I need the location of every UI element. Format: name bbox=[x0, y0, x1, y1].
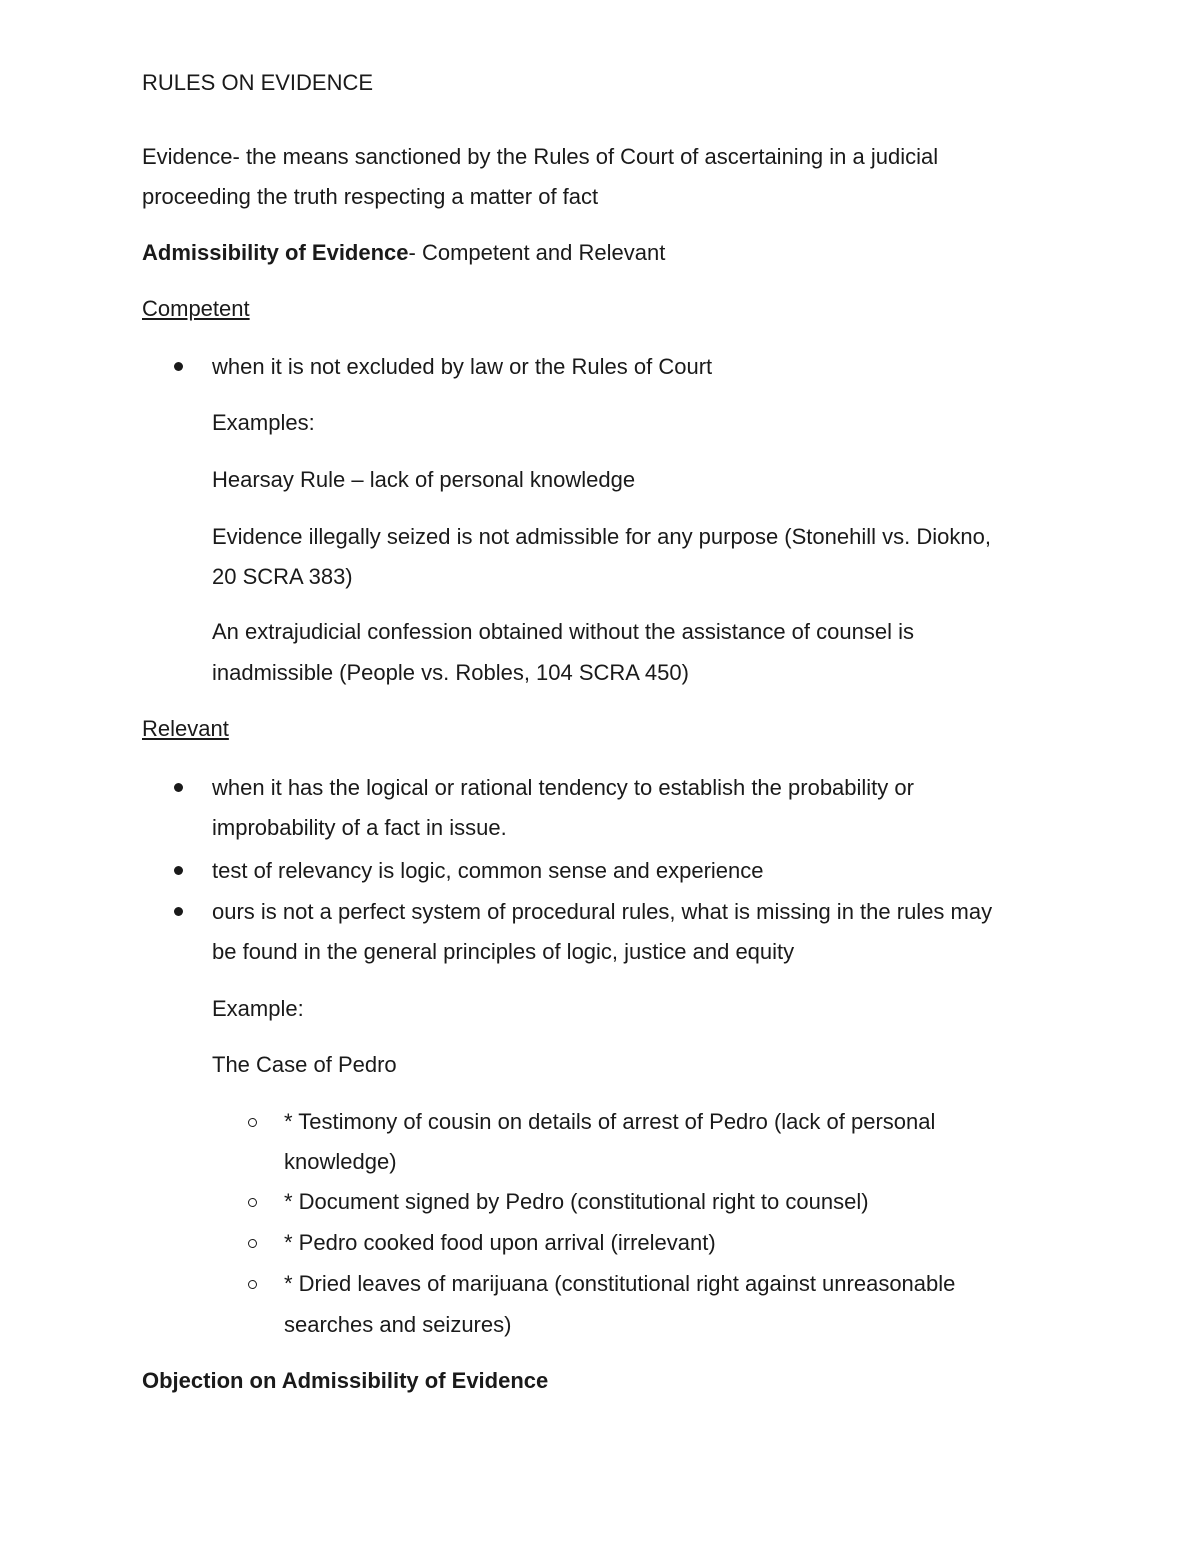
competent-bullet-1: when it is not excluded by law or the Rules of Court bbox=[212, 354, 713, 379]
document-title: RULES ON EVIDENCE bbox=[142, 70, 374, 95]
relevant-bullet-2: test of relevancy is logic, common sense and experience bbox=[212, 858, 764, 883]
case-item-3: * Pedro cooked food upon arrival (irrelevant) bbox=[284, 1230, 716, 1255]
definition-line-2: proceeding the truth respecting a matter of fact bbox=[142, 184, 599, 209]
relevant-bullet-1-line-2: improbability of a fact in issue. bbox=[212, 815, 507, 840]
competent-example-3-line-1: An extrajudicial confession obtained without the assistance of counsel is bbox=[212, 619, 914, 644]
competent-example-2-line-2: 20 SCRA 383) bbox=[212, 564, 353, 589]
bullet-icon bbox=[174, 907, 183, 916]
admissibility-heading: Admissibility of Evidence bbox=[142, 240, 409, 265]
circle-bullet-icon bbox=[248, 1118, 257, 1127]
relevant-bullet-1-line-1: when it has the logical or rational tendency to establish the probability or bbox=[212, 775, 914, 800]
competent-examples-label: Examples: bbox=[212, 410, 315, 435]
circle-bullet-icon bbox=[248, 1198, 257, 1207]
bullet-icon bbox=[174, 362, 183, 371]
case-item-2: * Document signed by Pedro (constitutional right to counsel) bbox=[284, 1189, 869, 1214]
case-title: The Case of Pedro bbox=[212, 1052, 397, 1077]
relevant-heading: Relevant bbox=[142, 716, 229, 741]
objection-heading: Objection on Admissibility of Evidence bbox=[142, 1368, 549, 1393]
circle-bullet-icon bbox=[248, 1280, 257, 1289]
admissibility-line bbox=[142, 238, 665, 268]
case-item-4-line-2: searches and seizures) bbox=[284, 1312, 512, 1337]
admissibility-rest: - Competent and Relevant bbox=[408, 240, 666, 265]
circle-bullet-icon bbox=[248, 1239, 257, 1248]
relevant-example-label: Example: bbox=[212, 996, 304, 1021]
relevant-bullet-3-line-1: ours is not a perfect system of procedural rules, what is missing in the rules may bbox=[212, 899, 993, 924]
case-item-4-line-1: * Dried leaves of marijuana (constitutional right against unreasonable bbox=[284, 1271, 956, 1296]
competent-example-1: Hearsay Rule – lack of personal knowledge bbox=[212, 467, 636, 492]
bullet-icon bbox=[174, 866, 183, 875]
competent-heading: Competent bbox=[142, 296, 250, 321]
definition-line-1: Evidence- the means sanctioned by the Rules of Court of ascertaining in a judicial bbox=[142, 144, 939, 169]
case-item-1-line-2: knowledge) bbox=[284, 1149, 397, 1174]
competent-example-3-line-2: inadmissible (People vs. Robles, 104 SCRA 450) bbox=[212, 660, 689, 685]
relevant-bullet-3-line-2: be found in the general principles of logic, justice and equity bbox=[212, 939, 795, 964]
bullet-icon bbox=[174, 783, 183, 792]
competent-example-2-line-1: Evidence illegally seized is not admissible for any purpose (Stonehill vs. Diokno, bbox=[212, 524, 991, 549]
case-item-1-line-1: * Testimony of cousin on details of arrest of Pedro (lack of personal bbox=[284, 1109, 936, 1134]
